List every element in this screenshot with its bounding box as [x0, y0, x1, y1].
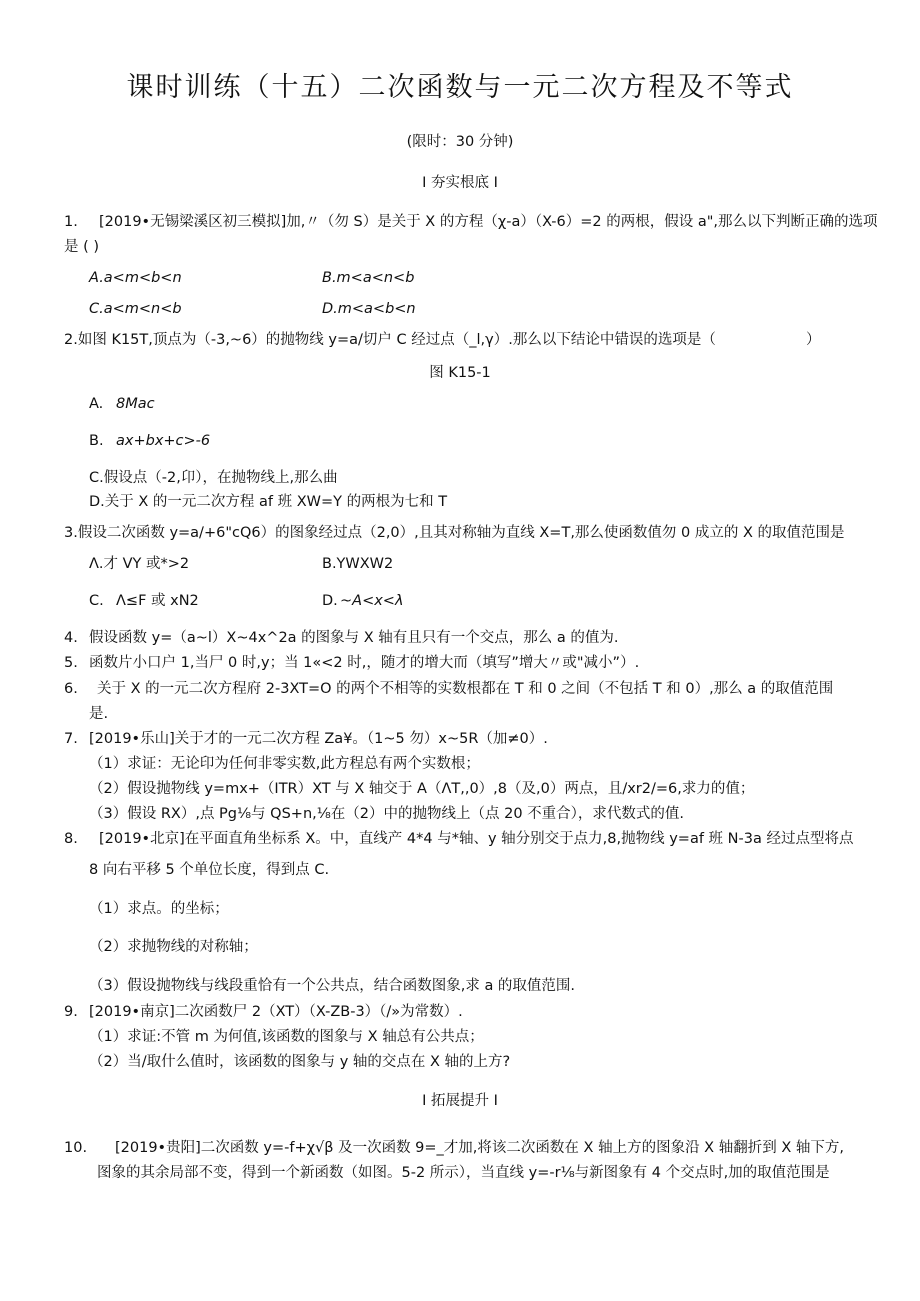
question-text: 3.假设二次函数 y=a∕+6"cQ6）的图象经过点（2,0）,且其对称轴为直线 X=T,那么使函数值勿 0 成立的 X 的取值范围是: [64, 525, 845, 541]
option-c: C.a<m<n<b: [89, 301, 182, 317]
sub-question-3: （3）假设 RX）,点 Pg⅛与 QS+n,⅛在（2）中的抛物线上（点 20 不重合），求代数式的值.: [89, 806, 685, 822]
question-number: 6.: [64, 681, 78, 697]
paren-close: ）: [806, 332, 821, 348]
question-text: [2019•贵阳]二次函数 y=-f+χ√β 及一次函数 9=_才加,将该二次函数在 X 轴上方的图象沿 X 轴翻折到 X 轴下方,: [115, 1140, 844, 1156]
option-b-label: B.: [89, 433, 104, 449]
question-number: 7.: [64, 731, 78, 747]
question-number: 8.: [64, 831, 78, 847]
option-b: B.m<a<n<b: [322, 270, 415, 286]
option-a: Λ.才 VY 或*>2: [89, 556, 190, 572]
question-text: 是.: [89, 706, 109, 722]
question-text: 是 ( ): [64, 239, 100, 255]
question-number: 9.: [64, 1004, 78, 1020]
option-b: B.YWXW2: [322, 556, 394, 572]
question-text: [2019•无锡梁溪区初三模拟]加,〃（勿 S）是关于 X 的方程（χ-a）（X-6）=2 的两根，假设 a",那么以下判断正确的选项: [99, 214, 878, 230]
sub-question-1: （1）求证：无论印为任何非零实数,此方程总有两个实数根；: [89, 756, 480, 772]
section-heading-basic: I 夯实根底 I: [422, 175, 498, 191]
sub-question-2: （2）假设抛物线 y=mx+（ITR）XT 与 X 轴交于 A（ΛT,,0）,8（及,0）两点，且∕xr2∕=6,求力的值；: [89, 781, 755, 797]
option-d: ~A<x<λ: [340, 593, 404, 609]
option-d-label: D.: [322, 593, 338, 609]
question-number: 1.: [64, 214, 78, 230]
question-text: 2.如图 K15T,顶点为（-3,~6）的抛物线 y=a∕切户 C 经过点（_l,γ）.那么以下结论中错误的选项是（: [64, 332, 716, 348]
question-text: [2019•南京]二次函数尸 2（XT）（X-ZB-3）（∕»为常数）.: [89, 1004, 463, 1020]
option-d: D.关于 X 的一元二次方程 af 班 XW=Y 的两根为七和 T: [89, 494, 448, 510]
section-heading-extension: I 拓展提升 I: [422, 1093, 498, 1109]
sub-question-3: （3）假设抛物线与线段重恰有一个公共点，结合函数图象,求 a 的取值范围.: [89, 978, 576, 994]
question-text: 图象的其余局部不变，得到一个新函数（如图。5-2 所示），当直线 y=-r⅛与新图象有 4 个交点时,加的取值范围是: [97, 1165, 830, 1181]
page-title: 课时训练（十五）二次函数与一元二次方程及不等式: [126, 72, 794, 103]
question-text: 假设函数 y=（a~l）X~4x^2a 的图象与 X 轴有且只有一个交点，那么 a 的值为.: [89, 630, 619, 646]
question-number: 4.: [64, 630, 78, 646]
option-a: 8Mac: [116, 396, 155, 412]
option-a-label: A.: [89, 396, 104, 412]
time-limit: (限时：30 分钟): [406, 134, 514, 150]
sub-question-2: （2）求抛物线的对称轴；: [89, 939, 258, 955]
question-text: 关于 X 的一元二次方程府 2-3XT=O 的两个不相等的实数根都在 T 和 0 之间（不包括 T 和 0）,那么 a 的取值范围: [97, 681, 834, 697]
question-number: 10.: [64, 1140, 88, 1156]
option-c: C.假设点（-2,卬），在抛物线上,那么曲: [89, 470, 338, 486]
question-number: 5.: [64, 655, 78, 671]
option-a: A.a<m<b<n: [89, 270, 182, 286]
sub-question-1: （1）求点。的坐标；: [89, 901, 229, 917]
question-text: [2019•北京]在平面直角坐标系 X。中，直线产 4*4 与*轴、y 轴分别交于点力,8,抛物线 y=af 班 N-3a 经过点型将点: [99, 831, 854, 847]
option-d: D.m<a<b<n: [322, 301, 416, 317]
option-c-label: C.: [89, 593, 104, 609]
option-c: Λ≤F 或 xN2: [116, 593, 199, 609]
question-text: [2019•乐山]关于才的一元二次方程 Za¥。（1~5 勿）x~5R（加≠0）.: [89, 731, 548, 747]
sub-question-2: （2）当∕取什么值时，该函数的图象与 y 轴的交点在 X 轴的上方?: [89, 1054, 511, 1070]
option-b: ax+bx+c>-6: [116, 433, 211, 449]
figure-caption: 图 K15-1: [429, 365, 491, 381]
question-text: 函数片小口户 1,当尸 0 时,y；当 1«<2 时,，随才的增大而（填写”增大〃或"减小”）.: [89, 655, 640, 671]
sub-question-1: （1）求证:不管 m 为何值,该函数的图象与 X 轴总有公共点；: [89, 1029, 484, 1045]
question-text: 8 向右平移 5 个单位长度，得到点 C.: [89, 862, 330, 878]
